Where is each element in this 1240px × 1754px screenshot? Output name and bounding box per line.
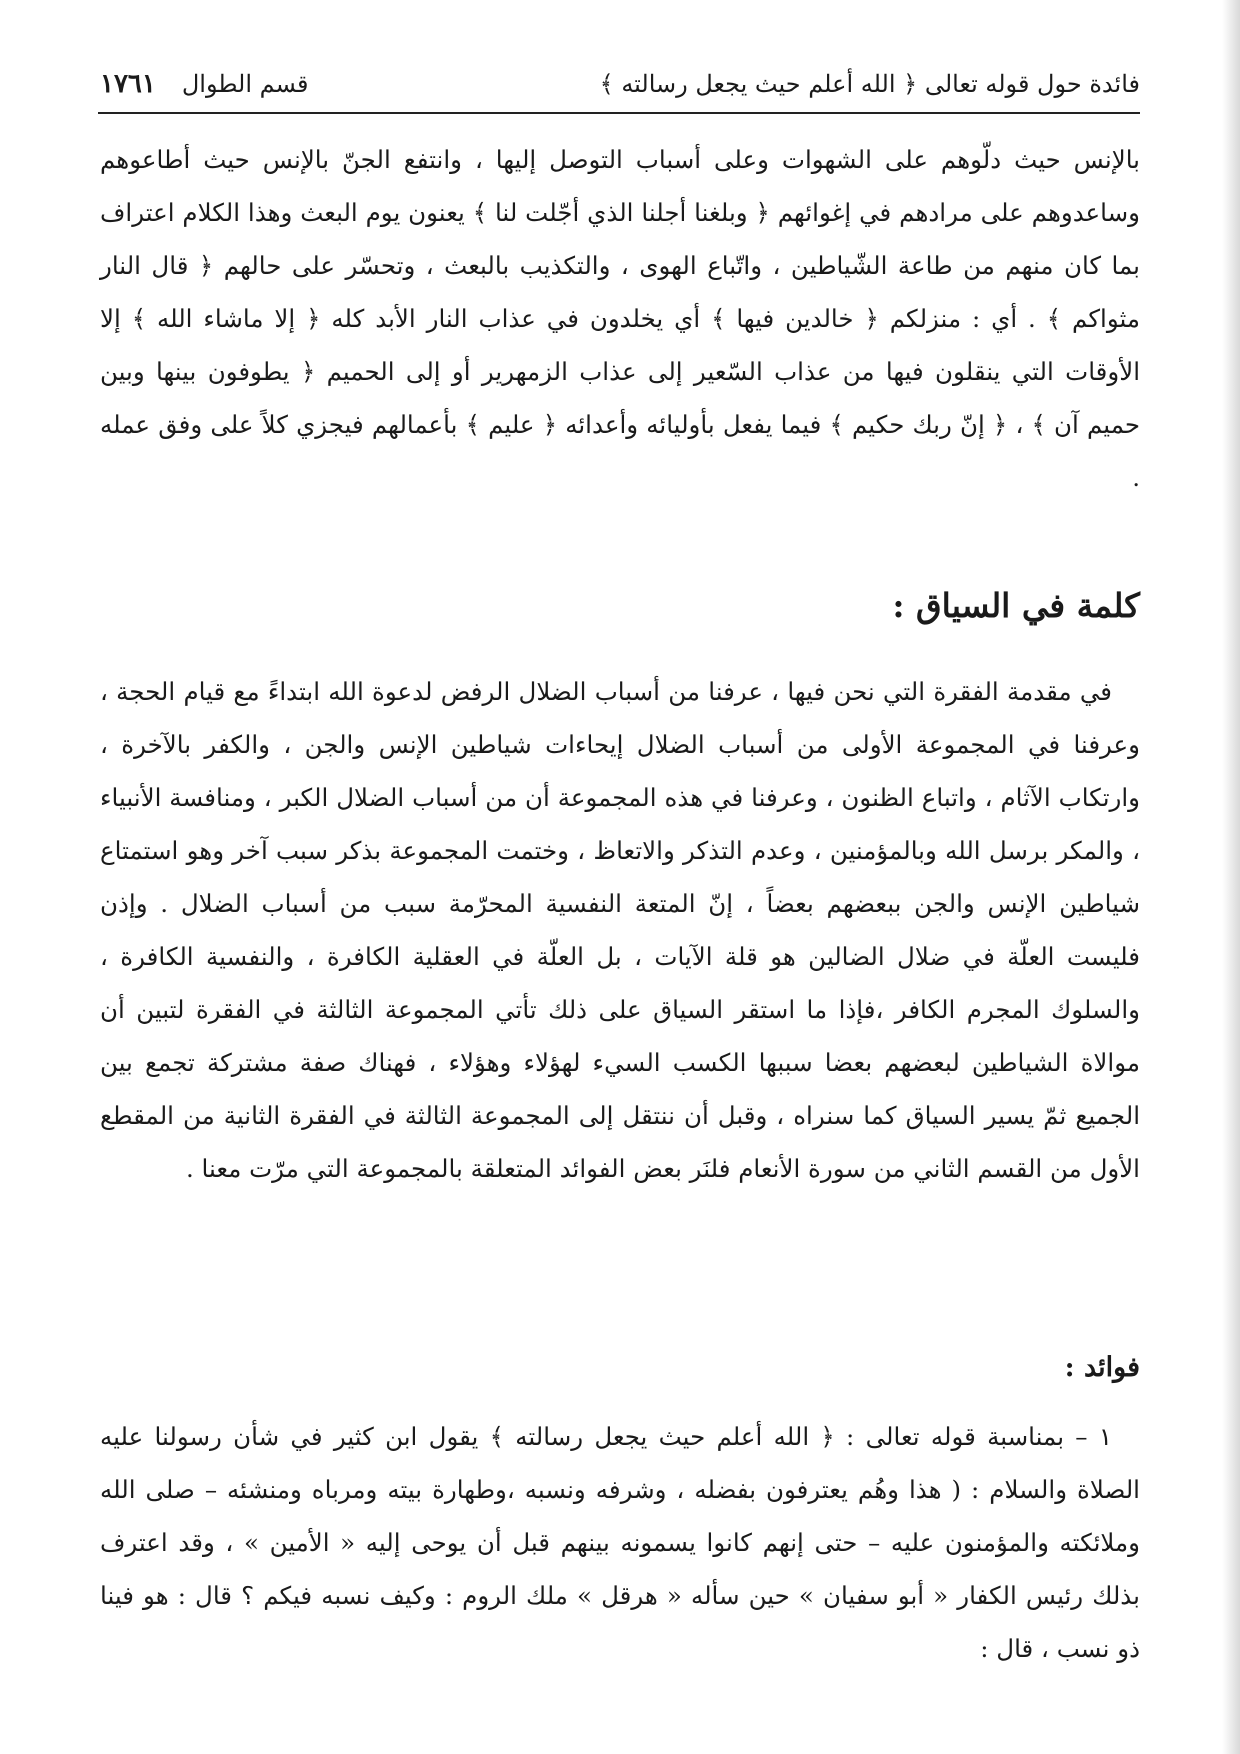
section-name: قسم الطوال: [181, 70, 309, 98]
running-header: [100, 62, 1140, 106]
benefit-paragraph: [100, 1410, 1140, 1675]
context-paragraph: [100, 665, 1140, 1195]
header-rule: [98, 112, 1140, 114]
paragraph-text: بالإنس حيث دلّوهم على الشهوات وعلى أسباب التوصل إليها ، وانتفع الجنّ بالإنس حيث أطاعوهم وساعدوهم على مرادهم في إغوائهم ﴿ وبلغنا أجلنا الذي أجّلت لنا ﴾ يعنون يوم البعث وهذا الكلام اعتراف بما كان منهم من طاعة الشّياطين ، واتّباع الهوى ، والتكذيب بالبعث ، وتحسّر على حالهم ﴿ قال النار مثواكم ﴾ . أي : منزلكم ﴿ خالدين فيها ﴾ أي يخلدون في عذاب النار الأبد كله ﴿ إلا ماشاء الله ﴾ إلا الأوقات التي ينقلون فيها من عذاب السّعير إلى عذاب الزمهرير أو إلى الحميم ﴿ يطوفون بينها وبين حميم آن ﴾ ، ﴿ إنّ ربك حكيم ﴾ فيما يفعل بأوليائه وأعدائه ﴿ عليم ﴾ بأعمالهم فيجزي كلاً على وفق عمله .: [100, 145, 1140, 492]
paragraph-text: ١ – بمناسبة قوله تعالى : ﴿ الله أعلم حيث يجعل رسالته ﴾ يقول ابن كثير في شأن رسولنا عليه الصلاة والسلام : ( هذا وهُم يعترفون بفضله ، وشرفه ونسبه ،وطهارة بيته ومرباه ومنشئه – صلى الله وملائكته والمؤمنون عليه – حتى إنهم كانوا يسمونه بينهم قبل أن يوحى إليه « الأمين » ، وقد اعترف بذلك رئيس الكفار « أبو سفيان » حين سأله « هرقل » ملك الروم : وكيف نسبه فيكم ؟ قال : هو فينا ذو نسب ، قال :: [100, 1422, 1140, 1663]
running-title: فائدة حول قوله تعالى ﴿ الله أعلم حيث يجعل رسالته ﴾: [599, 70, 1140, 98]
section-heading-context: كلمة في السياق :: [892, 586, 1140, 625]
section-heading-benefits: فوائد :: [1064, 1352, 1140, 1383]
tafsir-paragraph: [100, 133, 1140, 504]
page-number: ١٧٦١: [100, 69, 156, 99]
page-edge-shadow: [1222, 0, 1240, 1754]
header-meta: [100, 69, 309, 99]
paragraph-text: في مقدمة الفقرة التي نحن فيها ، عرفنا من أسباب الضلال الرفض لدعوة الله ابتداءً مع قيام الحجة ، وعرفنا في المجموعة الأولى من أسباب الضلال إيحاءات شياطين الإنس والجن ، والكفر بالآخرة ، وارتكاب الآثام ، واتباع الظنون ، وعرفنا في هذه المجموعة أن من أسباب الضلال الكبر ، ومنافسة الأنبياء ، والمكر برسل الله وبالمؤمنين ، وعدم التذكر والاتعاظ ، وختمت المجموعة بذكر سبب آخر وهو استمتاع شياطين الإنس والجن ببعضهم بعضاً ، إنّ المتعة النفسية المحرّمة سبب من أسباب الضلال . وإذن فليست العلّة في ضلال الضالين هو قلة الآيات ، بل العلّة في العقلية الكافرة ، والنفسية الكافرة ، والسلوك المجرم الكافر ،فإذا ما استقر السياق على ذلك تأتي المجموعة الثالثة في الفقرة لتبين أن موالاة الشياطين لبعضهم بعضا سببها الكسب السيء لهؤلاء وهؤلاء ، فهناك صفة مشتركة تجمع بين الجميع ثمّ يسير السياق كما سنراه ، وقبل أن ننتقل إلى المجموعة الثالثة في الفقرة الثانية من المقطع الأول من القسم الثاني من سورة الأنعام فلنَر بعض الفوائد المتعلقة بالمجموعة التي مرّت معنا .: [100, 677, 1140, 1183]
